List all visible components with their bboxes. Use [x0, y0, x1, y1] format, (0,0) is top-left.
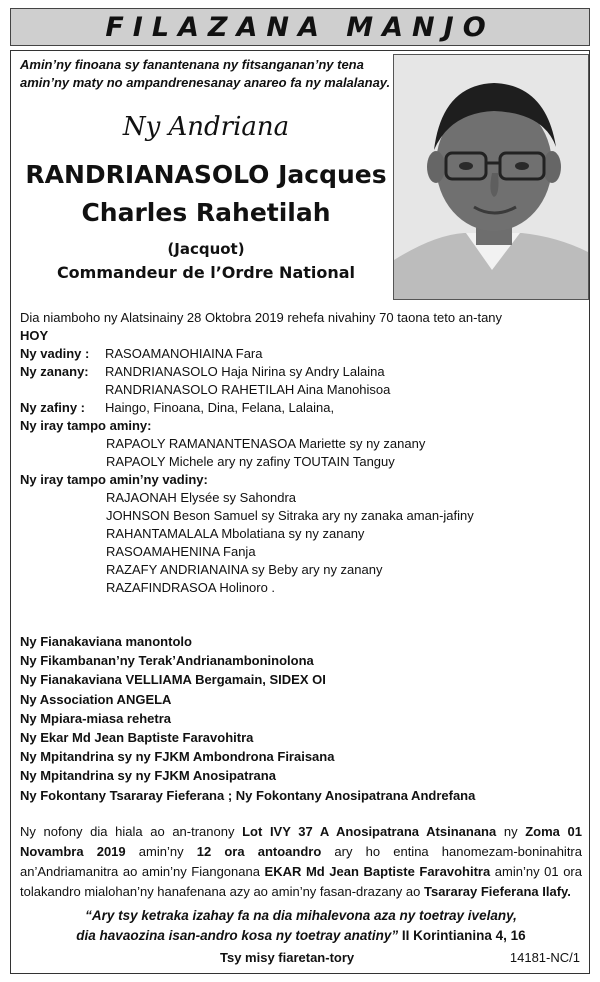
- organization-item: Ny Mpitandrina sy ny FJKM Ambondrona Firaisana: [20, 749, 335, 765]
- footer: [20, 950, 580, 968]
- intro-text: Amin’ny finoana sy fanantenana ny fitsanganan’ny tena amin’ny maty no ampandrenesanay anareo fa ny malalanay.: [20, 57, 391, 90]
- funeral-text: ny: [496, 824, 526, 839]
- spouse-sibling-name: RASOAMAHENINA Fanja: [106, 544, 256, 559]
- organization-item: Ny Fikambanan’ny Terak’Andrianamboninolona: [20, 653, 314, 669]
- funeral-text: amin’ny 01 ora tolakandro mialohan’ny hanafenana azy ao amin’ny fasan-drazany ao: [20, 864, 582, 899]
- announcement-line: Dia niamboho ny Alatsinainy 28 Oktobra 2019 rehefa nivahiny 70 taona teto an-tany: [20, 310, 503, 325]
- spouse-row: [20, 345, 580, 363]
- funeral-burial-place: Tsararay Fieferana Ilafy.: [423, 884, 571, 899]
- spouse-siblings-label: Ny iray tampo amin’ny vadiny:: [20, 472, 208, 487]
- no-flowers-note: Tsy misy fiaretan-tory: [220, 950, 355, 965]
- sibling-name: RAPAOLY RAMANANTENASOA Mariette sy ny zanany: [106, 436, 426, 451]
- sibling-name: RAPAOLY Michele ary ny zafiny TOUTAIN Tanguy: [106, 454, 395, 469]
- grandchildren-row: [20, 399, 580, 417]
- child-name: RANDRIANASOLO RAHETILAH Aina Manohisoa: [105, 382, 391, 397]
- spouse-sibling-name: RAJAONAH Elysée sy Sahondra: [106, 490, 297, 505]
- organization-item: Ny Fianakaviana manontolo: [20, 634, 192, 649]
- header-title: FILAZANA MANJO: [105, 11, 495, 43]
- spouse-sibling-name: JOHNSON Beson Samuel sy Sitraka ary ny zanaka aman-jafiny: [106, 508, 474, 523]
- family-section: [20, 309, 580, 597]
- spouse-sibling-name: RAZAFY ANDRIANAINA sy Beby ary ny zanany: [106, 562, 383, 577]
- children-row: [20, 363, 580, 381]
- funeral-date: Zoma 01 Novambra 2019: [20, 824, 582, 859]
- portrait-illustration: [394, 55, 589, 300]
- deceased-name-line1: RANDRIANASOLO Jacques: [25, 160, 387, 189]
- funeral-time: 12 ora antoandro: [196, 844, 322, 859]
- spouse-label: Ny vadiny :: [20, 346, 90, 361]
- organization-item: Ny Mpiara-miasa rehetra: [20, 710, 172, 726]
- grandchildren-names: Haingo, Finoana, Dina, Felana, Lalaina,: [105, 400, 335, 415]
- organization-item: Ny Mpitandrina sy ny FJKM Anosipatrana: [20, 768, 276, 784]
- bible-quote: [20, 906, 582, 946]
- funeral-address: Lot IVY 37 A Anosipatrana Atsinanana: [242, 824, 497, 839]
- funeral-details: [20, 822, 582, 902]
- announcement-hoy: HOY: [20, 328, 49, 343]
- spouse-sibling-name: RAHANTAMALALA Mbolatiana sy ny zanany: [106, 526, 365, 541]
- funeral-text: Ny nofony dia hiala ao an-tranony: [20, 824, 243, 839]
- child-name: RANDRIANASOLO Haja Nirina sy Andry Lalaina: [105, 364, 385, 379]
- funeral-text: ary ho entina hanomezam-boninahitra an’Andriamanitra ao amin’ny Fiangonana: [20, 844, 582, 879]
- organization-item: Ny Association ANGELA: [20, 691, 172, 707]
- deceased-title: Commandeur de l’Ordre National: [56, 263, 356, 282]
- organizations-list: [20, 632, 580, 805]
- quote-line1: “Ary tsy ketraka izahay fa na dia mihalevona aza ny toetray ivelany,: [85, 908, 517, 923]
- quote-reference: II Korintianina 4, 16: [398, 928, 526, 943]
- funeral-text: amin’ny: [125, 844, 197, 859]
- spouse-name: RASOAMANOHIAINA Fara: [105, 346, 263, 361]
- children-label: Ny zanany:: [20, 364, 89, 379]
- funeral-church: EKAR Md Jean Baptiste Faravohitra: [264, 864, 491, 879]
- reference-code: 14181-NC/1: [509, 950, 580, 965]
- header-banner: [10, 8, 590, 46]
- deceased-nickname: (Jacquot): [167, 240, 245, 258]
- organization-item: Ny Fianakaviana VELLIAMA Bergamain, SIDEX OI: [20, 672, 326, 688]
- deceased-name-line2: Charles Rahetilah: [81, 198, 331, 227]
- spouse-sibling-name: RAZAFINDRASOA Holinoro .: [106, 580, 276, 595]
- quote-line2: dia havaozina isan-andro kosa ny toetray anatiny”: [76, 928, 399, 943]
- honorific: Ny Andriana: [122, 112, 290, 142]
- organization-item: Ny Fokontany Tsararay Fieferana ; Ny Fokontany Anosipatrana Andrefana: [20, 787, 476, 803]
- siblings-label: Ny iray tampo aminy:: [20, 418, 152, 433]
- organization-item: Ny Ekar Md Jean Baptiste Faravohitra: [20, 729, 254, 745]
- portrait-photo: [393, 54, 589, 300]
- deceased-name: [20, 156, 392, 232]
- grandchildren-label: Ny zafiny :: [20, 400, 86, 415]
